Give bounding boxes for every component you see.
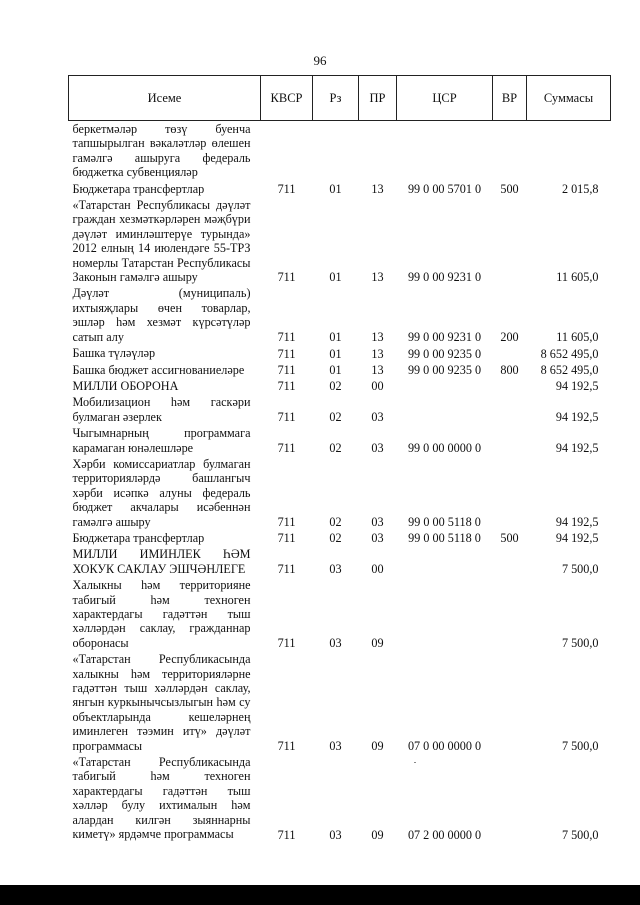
cell-csr [397, 394, 493, 425]
cell-sum: 94 192,5 [555, 410, 599, 425]
cell-sum: 94 192,5 [555, 531, 599, 546]
cell-kvsr: 711 [277, 362, 296, 377]
cell-name: МИЛЛИ ОБОРОНА [72, 378, 179, 393]
cell-kvsr: 711 [277, 531, 296, 546]
cell-vr [493, 197, 527, 285]
cell-pr: 13 [371, 362, 384, 377]
cell-sum: 7 500,0 [561, 739, 599, 754]
cell-pr: 00 [371, 379, 384, 394]
header-name: Исеме [69, 76, 261, 121]
header-pr: ПР [359, 76, 397, 121]
cell-pr: 03 [371, 531, 384, 546]
cell-kvsr: 711 [277, 346, 296, 361]
cell-kvsr: 711 [277, 562, 296, 577]
cell-kvsr: 711 [277, 182, 296, 197]
cell-rz: 02 [329, 531, 342, 546]
header-csr: ЦСР [397, 76, 493, 121]
cell-kvsr: 711 [277, 440, 296, 455]
cell-vr: 500 [500, 182, 519, 197]
cell-pr: 09 [371, 636, 384, 651]
cell-name: Халыкны һәм территорияне табигый һәм техноген характердагы гадәттән тыш хәлләрдән саклау, гражданнар оборонасы [72, 578, 251, 650]
cell-pr: 03 [371, 440, 384, 455]
cell-rz: 01 [329, 346, 342, 361]
cell-rz: 02 [329, 379, 342, 394]
cell-rz: 03 [329, 827, 342, 842]
cell-pr: 13 [371, 346, 384, 361]
table-row [69, 651, 611, 754]
cell-sum [527, 121, 611, 181]
header-sum: Суммасы [527, 76, 611, 121]
cell-csr: 99 0 00 0000 0 [407, 440, 482, 455]
cell-sum: 94 192,5 [555, 379, 599, 394]
cell-kvsr: 711 [277, 330, 296, 345]
cell-csr: 99 0 00 9231 0 [407, 270, 482, 285]
cell-pr: 09 [371, 827, 384, 842]
cell-sum: 94 192,5 [555, 440, 599, 455]
cell-vr [493, 378, 527, 394]
cell-name: «Татарстан Республикасында халыкны һәм территорияләрне гадәттән тыш хәлләрдән саклау, янгын куркынычсызлыгын һәм су объектларында кешеләрнең иминлеген тәэмин итү» дәүләт программасы [72, 652, 251, 753]
cell-csr: 99 0 00 5118 0 [408, 514, 481, 529]
cell-sum: 94 192,5 [555, 514, 599, 529]
cell-name: Чыгымнарның программага карамаган юнәлешләре [72, 426, 251, 455]
scan-speck [414, 762, 416, 763]
cell-kvsr: 711 [277, 514, 296, 529]
cell-kvsr: 711 [277, 827, 296, 842]
header-rz: Рз [313, 76, 359, 121]
table-row [69, 456, 611, 530]
cell-name: беркетмәләр төзү буенча тапшырылган вәкаләтләр өлешен гамәлгә ашыруга федераль бюджетка субвенцияләр [72, 122, 251, 180]
cell-rz: 01 [329, 362, 342, 377]
cell-sum: 8 652 495,0 [540, 362, 599, 377]
cell-vr [493, 121, 527, 181]
cell-csr: 99 0 00 5118 0 [408, 531, 481, 546]
cell-rz: 03 [329, 562, 342, 577]
table-row [69, 181, 611, 197]
header-kvsr: КВСР [261, 76, 313, 121]
cell-rz: 01 [329, 270, 342, 285]
scan-bottom-border [0, 885, 640, 905]
cell-pr [359, 121, 397, 181]
cell-pr: 03 [371, 410, 384, 425]
cell-kvsr: 711 [277, 379, 296, 394]
table-row [69, 394, 611, 425]
cell-pr: 13 [371, 270, 384, 285]
table-row [69, 197, 611, 285]
cell-vr [493, 577, 527, 651]
cell-vr [493, 345, 527, 361]
cell-pr: 03 [371, 514, 384, 529]
cell-sum: 11 605,0 [556, 330, 599, 345]
cell-vr [493, 651, 527, 754]
cell-vr [493, 456, 527, 530]
cell-name: «Татарстан Республикасы дәүләт граждан хезмәткәрләрен мәҗбүри дәүләт иминләштерүе турында» 2012 елның 14 июлендәге 55-ТРЗ номерлы Татарстан Республикасы Законын гамәлгә ашыру [72, 198, 251, 285]
table-row [69, 285, 611, 345]
cell-vr [493, 394, 527, 425]
cell-csr: 99 0 00 9235 0 [407, 346, 482, 361]
cell-rz: 03 [329, 636, 342, 651]
table-row [69, 345, 611, 361]
cell-vr: 800 [500, 362, 519, 377]
cell-vr [493, 425, 527, 456]
table-body [69, 121, 611, 843]
cell-sum: 2 015,8 [561, 182, 599, 197]
cell-kvsr: 711 [277, 636, 296, 651]
cell-rz: 02 [329, 440, 342, 455]
page-number: 96 [313, 53, 327, 68]
table-row [69, 754, 611, 842]
table-row [69, 362, 611, 378]
cell-rz: 01 [329, 182, 342, 197]
table-row [69, 378, 611, 394]
cell-pr: 09 [371, 739, 384, 754]
cell-name: МИЛЛИ ИМИНЛЕК ҺӘМ ХОКУК САКЛАУ ЭШЧӘНЛЕГЕ [72, 547, 251, 576]
table-row [69, 577, 611, 651]
cell-rz: 02 [329, 514, 342, 529]
cell-rz: 03 [329, 739, 342, 754]
cell-sum: 7 500,0 [561, 636, 599, 651]
cell-csr: 07 0 00 0000 0 [407, 739, 482, 754]
table-row [69, 425, 611, 456]
cell-vr: 200 [500, 330, 519, 345]
cell-csr: 99 0 00 9231 0 [407, 330, 482, 345]
cell-sum: 11 605,0 [556, 270, 599, 285]
cell-vr: 500 [500, 531, 519, 546]
cell-name: Хәрби комиссариатлар булмаган территорияләрдә башлангыч хәрби исәпкә алуны федераль бюджет акчалары исәбеннән гамәлгә ашыру [72, 456, 251, 529]
cell-name: Мобилизацион һәм гаскәри булмаган әзерлек [72, 395, 251, 424]
cell-pr: 00 [371, 562, 384, 577]
cell-name: Бюджетара трансфертлар [72, 530, 205, 545]
cell-csr: 99 0 00 5701 0 [407, 182, 482, 197]
cell-vr [493, 546, 527, 577]
cell-kvsr: 711 [277, 410, 296, 425]
table-row [69, 121, 611, 181]
cell-csr [397, 378, 493, 394]
table-header-row [69, 76, 611, 121]
cell-name: Башка бюджет ассигнованиеләре [72, 362, 245, 377]
cell-sum: 8 652 495,0 [540, 346, 599, 361]
cell-name: Башка түләүләр [72, 346, 156, 361]
cell-pr: 13 [371, 330, 384, 345]
cell-kvsr: 711 [277, 739, 296, 754]
cell-csr [397, 121, 493, 181]
budget-table [68, 75, 611, 843]
cell-vr [493, 754, 527, 842]
cell-name: «Татарстан Республикасында табигый һәм техноген характердагы гадәттән тыш хәлләр булу ихтималын һәм алардан килгән зыяннарны киметү» ярдәмче программасы [72, 755, 251, 842]
cell-sum: 7 500,0 [561, 562, 599, 577]
cell-name: Бюджетара трансфертлар [72, 181, 205, 196]
cell-rz: 01 [329, 330, 342, 345]
cell-rz [313, 121, 359, 181]
cell-kvsr: 711 [277, 270, 296, 285]
cell-name: Дәүләт (муниципаль) ихтыяҗлары өчен товарлар, эшләр һәм хезмәт күрсәтүләр сатып алу [72, 286, 251, 344]
cell-csr: 99 0 00 9235 0 [407, 362, 482, 377]
header-vr: ВР [493, 76, 527, 121]
cell-csr [397, 577, 493, 651]
cell-kvsr [261, 121, 313, 181]
table-row [69, 530, 611, 546]
cell-rz: 02 [329, 410, 342, 425]
cell-pr: 13 [371, 182, 384, 197]
cell-csr [397, 546, 493, 577]
table-row [69, 546, 611, 577]
cell-sum: 7 500,0 [561, 827, 599, 842]
cell-csr: 07 2 00 0000 0 [407, 827, 482, 842]
